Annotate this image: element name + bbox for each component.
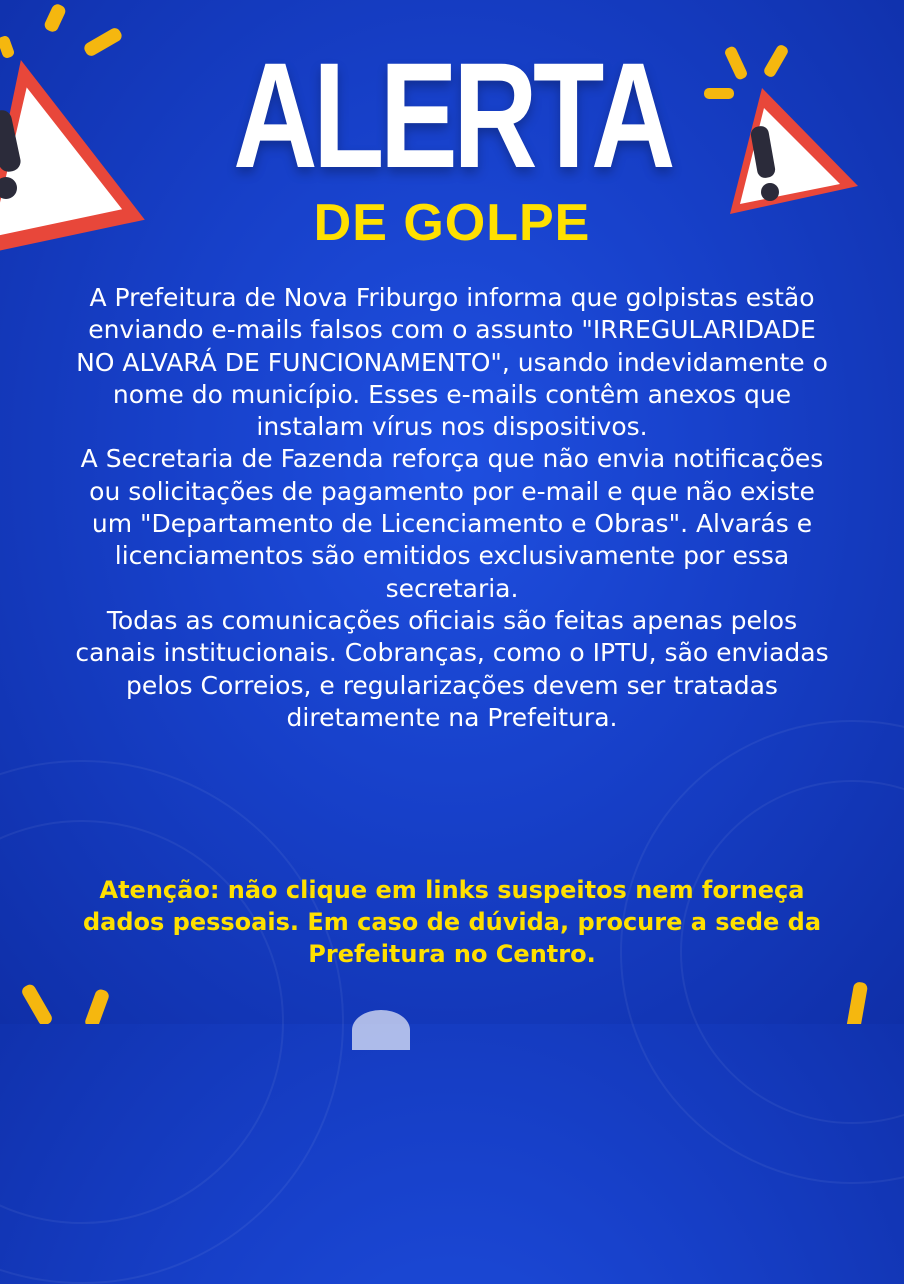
paragraph: Todas as comunicações oficiais são feitas apenas pelos canais institucionais. Cobranças, como o IPTU, são enviadas pelos Correios, e regularizações devem ser tratadas diretamente na Prefeitura. [75,605,829,732]
page-subtitle: DE GOLPE [313,194,591,252]
paragraph: A Prefeitura de Nova Friburgo informa que golpistas estão enviando e-mails falsos com o assunto "IRREGULARIDADE NO ALVARÁ DE FUNCIONAMENTO", usando indevidamente o nome do município. Esses e-mails contêm anexos que instalam vírus nos dispositivos. [76,283,828,442]
page-title: ALERTA [233,31,671,199]
spark-icon [20,975,130,1024]
spark-icon [830,980,904,1024]
paragraph: A Secretaria de Fazenda reforça que não envia notificações ou solicitações de pagamento por e-mail e que não existe um "Departamento de Licenciamento e Obras". Alvarás e licenciamentos são emitidos exclusivamente por essa secretaria. [80,444,824,603]
announcement-body [70,282,834,734]
city-seal-logo [352,1010,410,1050]
warning-notice: Atenção: não clique em links suspeitos nem forneça dados pessoais. Em caso de dúvida, procure a sede da Prefeitura no Centro. [82,876,822,968]
